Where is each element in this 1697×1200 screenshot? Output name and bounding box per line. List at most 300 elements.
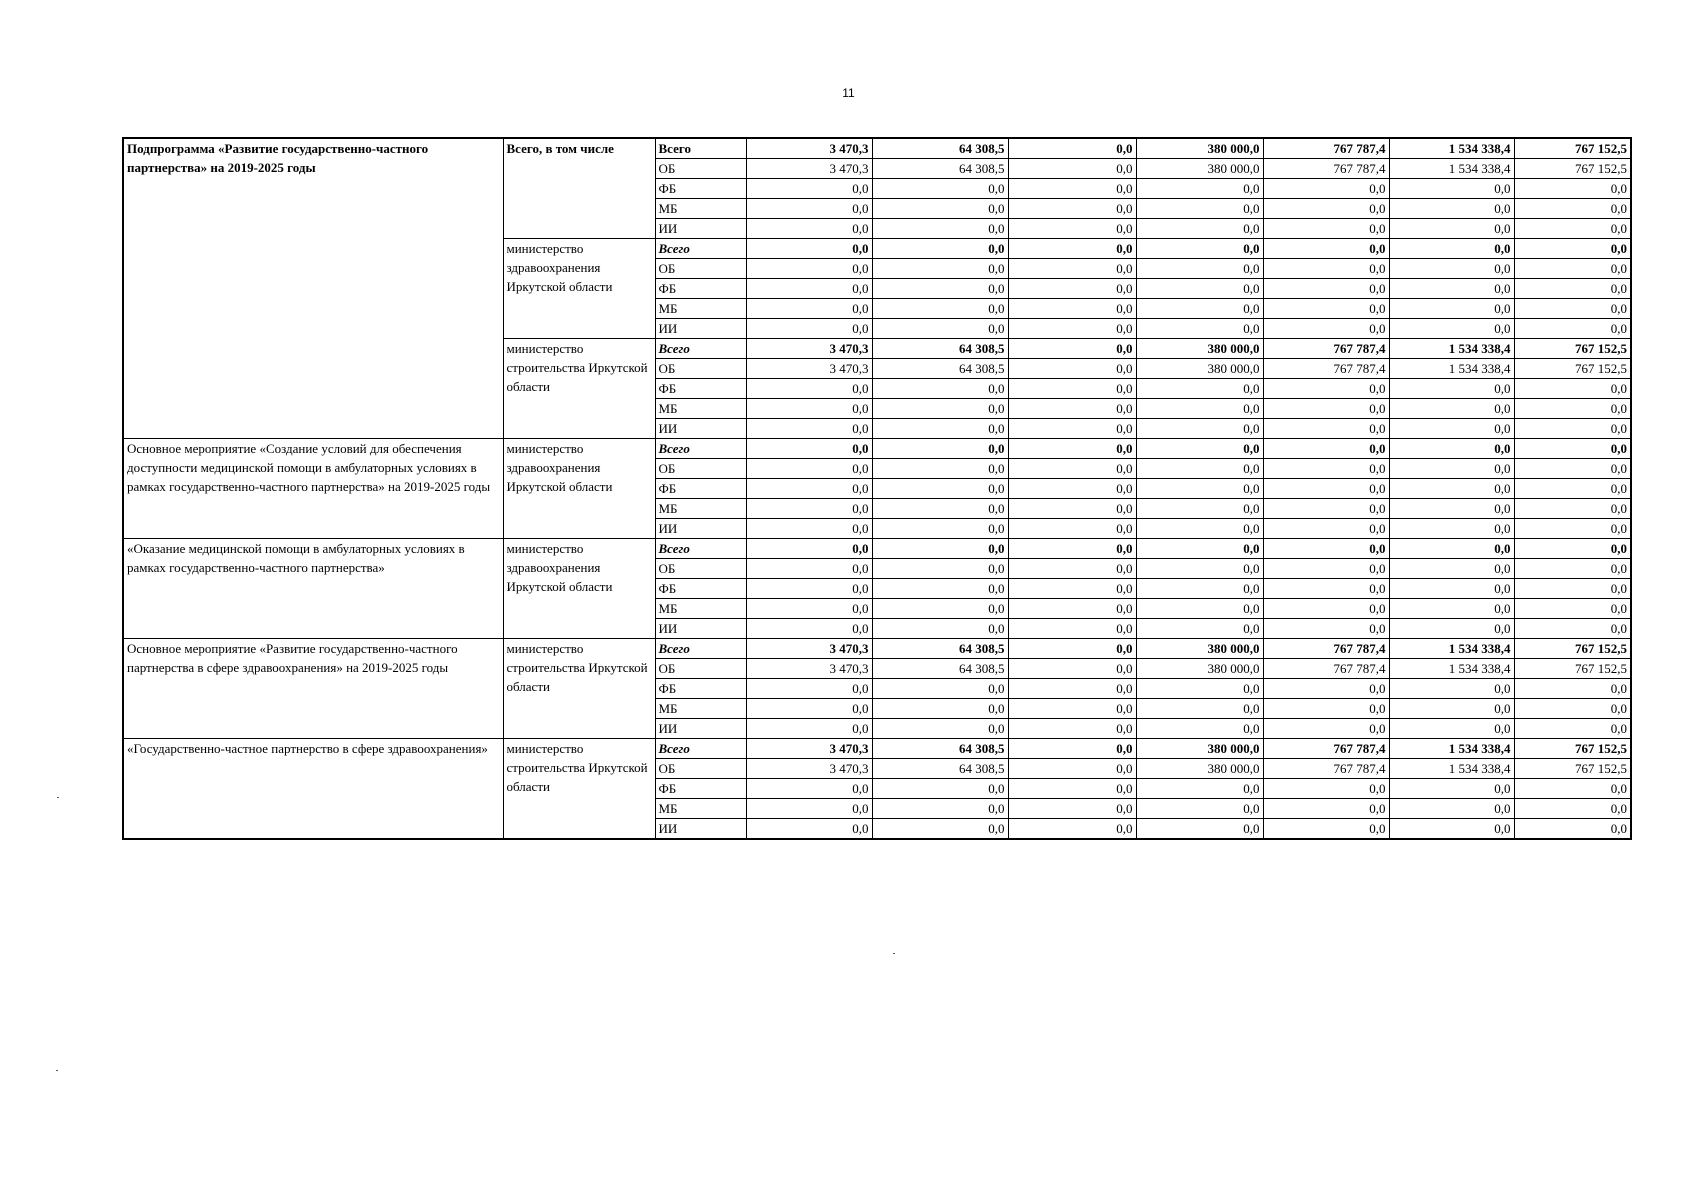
responsible-cell: министерство здравоохранения Иркутской области (503, 539, 655, 639)
amount-cell: 0,0 (1389, 799, 1514, 819)
amount-cell: 0,0 (872, 399, 1008, 419)
amount-cell: 0,0 (1389, 599, 1514, 619)
program-name-cell: «Государственно-частное партнерство в сфере здравоохранения» (123, 739, 503, 840)
amount-cell: 0,0 (1263, 619, 1389, 639)
amount-cell: 0,0 (1136, 459, 1263, 479)
amount-cell: 0,0 (1136, 279, 1263, 299)
funding-source-cell: ИИ (655, 319, 746, 339)
amount-cell: 0,0 (1514, 299, 1631, 319)
amount-cell: 1 534 338,4 (1389, 639, 1514, 659)
amount-cell: 3 470,3 (746, 138, 872, 159)
amount-cell: 0,0 (1514, 219, 1631, 239)
amount-cell: 64 308,5 (872, 659, 1008, 679)
amount-cell: 0,0 (1263, 299, 1389, 319)
amount-cell: 0,0 (1514, 399, 1631, 419)
amount-cell: 767 787,4 (1263, 739, 1389, 759)
funding-source-cell: ОБ (655, 659, 746, 679)
funding-source-cell: ФБ (655, 579, 746, 599)
amount-cell: 767 787,4 (1263, 659, 1389, 679)
amount-cell: 0,0 (1389, 219, 1514, 239)
funding-source-cell: ФБ (655, 679, 746, 699)
amount-cell: 0,0 (1263, 239, 1389, 259)
funding-source-cell: ФБ (655, 779, 746, 799)
funding-source-cell: Всего (655, 539, 746, 559)
amount-cell: 380 000,0 (1136, 159, 1263, 179)
funding-source-cell: ИИ (655, 819, 746, 840)
funding-source-cell: ОБ (655, 759, 746, 779)
amount-cell: 0,0 (1136, 679, 1263, 699)
table-body (123, 138, 1631, 839)
amount-cell: 0,0 (746, 799, 872, 819)
responsible-cell: Всего, в том числе (503, 138, 655, 239)
amount-cell: 0,0 (1263, 579, 1389, 599)
amount-cell: 0,0 (1389, 459, 1514, 479)
amount-cell: 380 000,0 (1136, 739, 1263, 759)
table-row (123, 439, 1631, 459)
amount-cell: 0,0 (1389, 379, 1514, 399)
amount-cell: 0,0 (1136, 619, 1263, 639)
amount-cell: 0,0 (1008, 519, 1136, 539)
amount-cell: 0,0 (872, 419, 1008, 439)
amount-cell: 0,0 (872, 279, 1008, 299)
amount-cell: 0,0 (872, 299, 1008, 319)
amount-cell: 0,0 (1263, 519, 1389, 539)
amount-cell: 767 152,5 (1514, 339, 1631, 359)
amount-cell: 0,0 (1514, 819, 1631, 840)
amount-cell: 380 000,0 (1136, 138, 1263, 159)
amount-cell: 0,0 (1389, 539, 1514, 559)
amount-cell: 0,0 (1263, 699, 1389, 719)
amount-cell: 0,0 (872, 499, 1008, 519)
amount-cell: 0,0 (1263, 679, 1389, 699)
amount-cell: 0,0 (1514, 459, 1631, 479)
amount-cell: 0,0 (1136, 299, 1263, 319)
amount-cell: 64 308,5 (872, 359, 1008, 379)
amount-cell: 0,0 (1389, 259, 1514, 279)
amount-cell: 0,0 (872, 239, 1008, 259)
amount-cell: 380 000,0 (1136, 359, 1263, 379)
funding-source-cell: ИИ (655, 219, 746, 239)
table-row (123, 739, 1631, 759)
funding-source-cell: МБ (655, 199, 746, 219)
amount-cell: 0,0 (1389, 399, 1514, 419)
responsible-cell: министерство строительства Иркутской области (503, 639, 655, 739)
funding-source-cell: Всего (655, 739, 746, 759)
amount-cell: 0,0 (872, 799, 1008, 819)
program-name-cell: «Оказание медицинской помощи в амбулаторных условиях в рамках государственно-частного партнерства» (123, 539, 503, 639)
amount-cell: 0,0 (746, 379, 872, 399)
amount-cell: 64 308,5 (872, 138, 1008, 159)
amount-cell: 0,0 (872, 179, 1008, 199)
amount-cell: 0,0 (1263, 259, 1389, 279)
amount-cell: 0,0 (1008, 719, 1136, 739)
amount-cell: 0,0 (746, 559, 872, 579)
responsible-cell: министерство здравоохранения Иркутской области (503, 439, 655, 539)
amount-cell: 767 152,5 (1514, 138, 1631, 159)
amount-cell: 0,0 (1136, 819, 1263, 840)
funding-source-cell: Всего (655, 439, 746, 459)
funding-source-cell: ФБ (655, 179, 746, 199)
amount-cell: 0,0 (1389, 199, 1514, 219)
amount-cell: 0,0 (1263, 199, 1389, 219)
amount-cell: 0,0 (1263, 799, 1389, 819)
amount-cell: 0,0 (1514, 539, 1631, 559)
amount-cell: 0,0 (1514, 479, 1631, 499)
amount-cell: 0,0 (1008, 739, 1136, 759)
amount-cell: 0,0 (1514, 259, 1631, 279)
amount-cell: 0,0 (1136, 779, 1263, 799)
amount-cell: 0,0 (1514, 199, 1631, 219)
amount-cell: 0,0 (746, 819, 872, 840)
amount-cell: 0,0 (872, 679, 1008, 699)
funding-source-cell: ИИ (655, 719, 746, 739)
amount-cell: 3 470,3 (746, 159, 872, 179)
funding-source-cell: ФБ (655, 279, 746, 299)
amount-cell: 0,0 (1008, 339, 1136, 359)
amount-cell: 0,0 (1008, 199, 1136, 219)
amount-cell: 0,0 (1008, 159, 1136, 179)
amount-cell: 0,0 (1514, 599, 1631, 619)
amount-cell: 0,0 (1514, 499, 1631, 519)
amount-cell: 380 000,0 (1136, 759, 1263, 779)
amount-cell: 0,0 (1008, 299, 1136, 319)
amount-cell: 767 152,5 (1514, 739, 1631, 759)
funding-source-cell: ОБ (655, 459, 746, 479)
amount-cell: 0,0 (1136, 439, 1263, 459)
amount-cell: 0,0 (872, 259, 1008, 279)
amount-cell: 0,0 (1008, 799, 1136, 819)
amount-cell: 0,0 (746, 319, 872, 339)
amount-cell: 64 308,5 (872, 339, 1008, 359)
amount-cell: 0,0 (1008, 539, 1136, 559)
amount-cell: 767 152,5 (1514, 159, 1631, 179)
amount-cell: 0,0 (1008, 499, 1136, 519)
amount-cell: 0,0 (1514, 619, 1631, 639)
amount-cell: 0,0 (1008, 599, 1136, 619)
amount-cell: 0,0 (1263, 179, 1389, 199)
amount-cell: 0,0 (746, 499, 872, 519)
amount-cell: 0,0 (1263, 779, 1389, 799)
amount-cell: 0,0 (746, 419, 872, 439)
amount-cell: 0,0 (1008, 699, 1136, 719)
amount-cell: 0,0 (1263, 719, 1389, 739)
page-number: 11 (842, 86, 855, 100)
amount-cell: 3 470,3 (746, 359, 872, 379)
responsible-cell: министерство строительства Иркутской области (503, 339, 655, 439)
funding-source-cell: ОБ (655, 159, 746, 179)
amount-cell: 0,0 (1136, 699, 1263, 719)
amount-cell: 0,0 (1514, 579, 1631, 599)
amount-cell: 0,0 (1136, 799, 1263, 819)
amount-cell: 0,0 (1008, 399, 1136, 419)
amount-cell: 0,0 (872, 719, 1008, 739)
amount-cell: 0,0 (746, 259, 872, 279)
funding-source-cell: ИИ (655, 519, 746, 539)
amount-cell: 1 534 338,4 (1389, 359, 1514, 379)
funding-source-cell: ФБ (655, 479, 746, 499)
funding-source-cell: МБ (655, 599, 746, 619)
amount-cell: 0,0 (1136, 419, 1263, 439)
amount-cell: 0,0 (746, 579, 872, 599)
amount-cell: 0,0 (1263, 479, 1389, 499)
amount-cell: 0,0 (1514, 559, 1631, 579)
funding-source-cell: Всего (655, 639, 746, 659)
responsible-cell: министерство строительства Иркутской области (503, 739, 655, 840)
amount-cell: 0,0 (1136, 219, 1263, 239)
amount-cell: 0,0 (746, 179, 872, 199)
table-row (123, 539, 1631, 559)
amount-cell: 0,0 (1514, 179, 1631, 199)
amount-cell: 0,0 (746, 219, 872, 239)
amount-cell: 0,0 (872, 319, 1008, 339)
scan-speck (893, 953, 895, 954)
amount-cell: 0,0 (1263, 279, 1389, 299)
amount-cell: 0,0 (872, 579, 1008, 599)
amount-cell: 3 470,3 (746, 659, 872, 679)
amount-cell: 0,0 (746, 239, 872, 259)
funding-source-cell: Всего (655, 339, 746, 359)
program-name-cell: Основное мероприятие «Создание условий для обеспечения доступности медицинской помощи в амбулаторных условиях в рамках государственно-частного партнерства» на 2019-2025 годы (123, 439, 503, 539)
amount-cell: 0,0 (1136, 239, 1263, 259)
amount-cell: 0,0 (746, 199, 872, 219)
amount-cell: 0,0 (1008, 179, 1136, 199)
amount-cell: 0,0 (1263, 499, 1389, 519)
amount-cell: 0,0 (1136, 379, 1263, 399)
amount-cell: 0,0 (1263, 219, 1389, 239)
amount-cell: 0,0 (1008, 819, 1136, 840)
amount-cell: 767 787,4 (1263, 639, 1389, 659)
responsible-cell: министерство здравоохранения Иркутской области (503, 239, 655, 339)
amount-cell: 0,0 (872, 459, 1008, 479)
amount-cell: 0,0 (746, 619, 872, 639)
amount-cell: 0,0 (1389, 499, 1514, 519)
amount-cell: 0,0 (1008, 779, 1136, 799)
amount-cell: 0,0 (1136, 519, 1263, 539)
amount-cell: 0,0 (1263, 399, 1389, 419)
amount-cell: 3 470,3 (746, 739, 872, 759)
amount-cell: 767 152,5 (1514, 659, 1631, 679)
amount-cell: 0,0 (1514, 379, 1631, 399)
amount-cell: 0,0 (1389, 519, 1514, 539)
amount-cell: 0,0 (872, 599, 1008, 619)
amount-cell: 0,0 (1136, 539, 1263, 559)
scan-speck (56, 1070, 58, 1071)
amount-cell: 0,0 (1514, 799, 1631, 819)
amount-cell: 0,0 (1389, 559, 1514, 579)
amount-cell: 0,0 (746, 439, 872, 459)
amount-cell: 0,0 (1514, 699, 1631, 719)
amount-cell: 0,0 (1389, 419, 1514, 439)
amount-cell: 0,0 (1514, 239, 1631, 259)
amount-cell: 0,0 (1263, 599, 1389, 619)
amount-cell: 0,0 (1136, 599, 1263, 619)
amount-cell: 1 534 338,4 (1389, 659, 1514, 679)
funding-source-cell: МБ (655, 499, 746, 519)
amount-cell: 0,0 (1008, 379, 1136, 399)
amount-cell: 0,0 (1136, 199, 1263, 219)
amount-cell: 0,0 (1389, 579, 1514, 599)
amount-cell: 0,0 (1263, 319, 1389, 339)
amount-cell: 0,0 (746, 779, 872, 799)
amount-cell: 0,0 (872, 519, 1008, 539)
program-name-cell: Основное мероприятие «Развитие государственно-частного партнерства в сфере здравоохранения» на 2019-2025 годы (123, 639, 503, 739)
amount-cell: 0,0 (1008, 138, 1136, 159)
amount-cell: 0,0 (1008, 239, 1136, 259)
amount-cell: 0,0 (1514, 439, 1631, 459)
amount-cell: 1 534 338,4 (1389, 339, 1514, 359)
amount-cell: 0,0 (872, 699, 1008, 719)
funding-source-cell: ФБ (655, 379, 746, 399)
amount-cell: 3 470,3 (746, 339, 872, 359)
amount-cell: 3 470,3 (746, 759, 872, 779)
amount-cell: 0,0 (872, 619, 1008, 639)
amount-cell: 0,0 (1136, 559, 1263, 579)
amount-cell: 0,0 (746, 519, 872, 539)
funding-source-cell: Всего (655, 138, 746, 159)
amount-cell: 0,0 (1389, 699, 1514, 719)
funding-source-cell: МБ (655, 399, 746, 419)
amount-cell: 0,0 (746, 279, 872, 299)
amount-cell: 1 534 338,4 (1389, 159, 1514, 179)
amount-cell: 0,0 (1389, 619, 1514, 639)
funding-source-cell: Всего (655, 239, 746, 259)
amount-cell: 0,0 (1008, 619, 1136, 639)
funding-source-cell: МБ (655, 299, 746, 319)
amount-cell: 0,0 (746, 679, 872, 699)
amount-cell: 0,0 (1263, 539, 1389, 559)
amount-cell: 380 000,0 (1136, 639, 1263, 659)
amount-cell: 0,0 (1389, 279, 1514, 299)
amount-cell: 64 308,5 (872, 739, 1008, 759)
amount-cell: 767 152,5 (1514, 639, 1631, 659)
amount-cell: 0,0 (872, 479, 1008, 499)
amount-cell: 0,0 (746, 299, 872, 319)
amount-cell: 0,0 (872, 219, 1008, 239)
amount-cell: 767 787,4 (1263, 339, 1389, 359)
amount-cell: 0,0 (1514, 779, 1631, 799)
amount-cell: 1 534 338,4 (1389, 138, 1514, 159)
amount-cell: 0,0 (1008, 219, 1136, 239)
amount-cell: 0,0 (1389, 439, 1514, 459)
amount-cell: 0,0 (1389, 819, 1514, 840)
amount-cell: 0,0 (1008, 459, 1136, 479)
amount-cell: 0,0 (1389, 179, 1514, 199)
funding-source-cell: МБ (655, 699, 746, 719)
amount-cell: 0,0 (1136, 179, 1263, 199)
funding-source-cell: ОБ (655, 559, 746, 579)
amount-cell: 0,0 (1389, 719, 1514, 739)
amount-cell: 0,0 (1514, 279, 1631, 299)
amount-cell: 0,0 (1389, 319, 1514, 339)
amount-cell: 0,0 (746, 599, 872, 619)
amount-cell: 0,0 (1263, 439, 1389, 459)
amount-cell: 767 787,4 (1263, 359, 1389, 379)
amount-cell: 380 000,0 (1136, 659, 1263, 679)
amount-cell: 64 308,5 (872, 639, 1008, 659)
table-row (123, 138, 1631, 159)
amount-cell: 0,0 (1514, 679, 1631, 699)
amount-cell: 0,0 (746, 399, 872, 419)
amount-cell: 64 308,5 (872, 759, 1008, 779)
amount-cell: 0,0 (872, 539, 1008, 559)
amount-cell: 64 308,5 (872, 159, 1008, 179)
amount-cell: 0,0 (1136, 719, 1263, 739)
amount-cell: 380 000,0 (1136, 339, 1263, 359)
funding-source-cell: ОБ (655, 259, 746, 279)
amount-cell: 0,0 (746, 459, 872, 479)
amount-cell: 0,0 (1008, 439, 1136, 459)
scan-speck (57, 797, 59, 798)
amount-cell: 767 787,4 (1263, 159, 1389, 179)
amount-cell: 0,0 (746, 539, 872, 559)
amount-cell: 0,0 (1263, 419, 1389, 439)
amount-cell: 3 470,3 (746, 639, 872, 659)
amount-cell: 0,0 (1008, 639, 1136, 659)
amount-cell: 0,0 (1008, 579, 1136, 599)
amount-cell: 0,0 (1136, 319, 1263, 339)
amount-cell: 0,0 (1136, 479, 1263, 499)
amount-cell: 0,0 (1514, 519, 1631, 539)
amount-cell: 0,0 (1008, 559, 1136, 579)
amount-cell: 0,0 (1389, 299, 1514, 319)
amount-cell: 0,0 (746, 719, 872, 739)
amount-cell: 767 152,5 (1514, 759, 1631, 779)
amount-cell: 0,0 (1514, 319, 1631, 339)
amount-cell: 0,0 (1008, 279, 1136, 299)
funding-source-cell: ИИ (655, 619, 746, 639)
amount-cell: 0,0 (1514, 719, 1631, 739)
amount-cell: 0,0 (1008, 259, 1136, 279)
amount-cell: 0,0 (1389, 679, 1514, 699)
amount-cell: 0,0 (746, 479, 872, 499)
funding-source-cell: ИИ (655, 419, 746, 439)
table-row (123, 639, 1631, 659)
amount-cell: 0,0 (1263, 459, 1389, 479)
amount-cell: 0,0 (872, 779, 1008, 799)
amount-cell: 767 787,4 (1263, 759, 1389, 779)
amount-cell: 0,0 (1389, 779, 1514, 799)
amount-cell: 0,0 (872, 199, 1008, 219)
funding-source-cell: МБ (655, 799, 746, 819)
amount-cell: 0,0 (1136, 499, 1263, 519)
amount-cell: 0,0 (872, 559, 1008, 579)
amount-cell: 0,0 (1008, 359, 1136, 379)
amount-cell: 0,0 (1136, 399, 1263, 419)
amount-cell: 0,0 (1008, 659, 1136, 679)
budget-table (122, 137, 1632, 840)
amount-cell: 1 534 338,4 (1389, 739, 1514, 759)
amount-cell: 0,0 (746, 699, 872, 719)
amount-cell: 0,0 (1389, 239, 1514, 259)
program-name-cell: Подпрограмма «Развитие государственно-частного партнерства» на 2019-2025 годы (123, 138, 503, 439)
amount-cell: 0,0 (1514, 419, 1631, 439)
amount-cell: 767 152,5 (1514, 359, 1631, 379)
amount-cell: 0,0 (872, 379, 1008, 399)
amount-cell: 0,0 (1008, 319, 1136, 339)
amount-cell: 0,0 (1008, 479, 1136, 499)
amount-cell: 0,0 (1389, 479, 1514, 499)
amount-cell: 0,0 (872, 439, 1008, 459)
amount-cell: 0,0 (1263, 559, 1389, 579)
amount-cell: 0,0 (1263, 379, 1389, 399)
amount-cell: 1 534 338,4 (1389, 759, 1514, 779)
amount-cell: 0,0 (1136, 259, 1263, 279)
amount-cell: 0,0 (1263, 819, 1389, 840)
funding-source-cell: ОБ (655, 359, 746, 379)
amount-cell: 0,0 (1008, 419, 1136, 439)
amount-cell: 0,0 (1008, 679, 1136, 699)
amount-cell: 0,0 (1008, 759, 1136, 779)
